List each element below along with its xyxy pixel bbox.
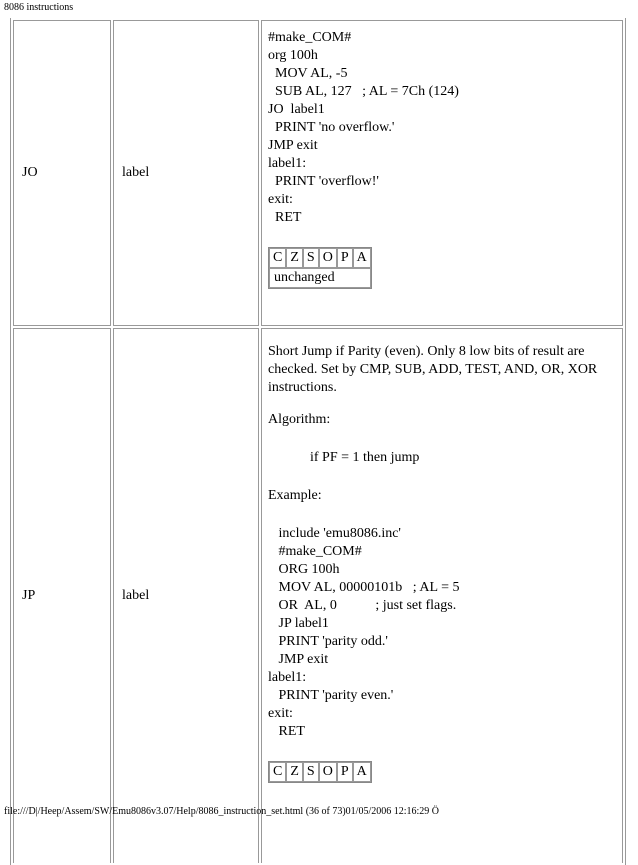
flags-table bbox=[268, 761, 372, 783]
code-line: org 100h bbox=[268, 48, 318, 63]
code-line: PRINT 'parity odd.' bbox=[268, 634, 388, 649]
flag-cell: S bbox=[303, 248, 319, 268]
flag-cell: O bbox=[319, 762, 337, 782]
code-line: #make_COM# bbox=[268, 544, 362, 559]
description-text: Short Jump if Parity (even). Only 8 low bits of result are checked. Set by CMP, SUB, ADD, TEST, AND, OR, XOR instructions. bbox=[268, 344, 598, 395]
flag-cell: P bbox=[337, 762, 353, 782]
instruction-operands: label bbox=[113, 20, 259, 326]
code-line: JMP exit bbox=[268, 652, 329, 667]
page-header: 8086 instructions bbox=[4, 2, 74, 13]
algorithm-text: if PF = 1 then jump bbox=[310, 450, 420, 465]
code-example bbox=[268, 525, 622, 741]
flag-cell: Z bbox=[286, 762, 303, 782]
table-row bbox=[13, 20, 623, 326]
code-line: PRINT 'no overflow.' bbox=[268, 120, 395, 135]
flag-cell: A bbox=[353, 762, 371, 782]
code-line: OR AL, 0 ; just set flags. bbox=[268, 598, 457, 613]
flag-cell: C bbox=[269, 762, 286, 782]
code-line: RET bbox=[268, 210, 302, 225]
code-example bbox=[268, 29, 622, 227]
instruction-name: JP bbox=[13, 328, 111, 863]
code-line: JO label1 bbox=[268, 102, 325, 117]
instruction-description bbox=[261, 20, 623, 326]
flag-cell: P bbox=[337, 248, 353, 268]
code-line: include 'emu8086.inc' bbox=[268, 526, 401, 541]
code-line: exit: bbox=[268, 192, 293, 207]
flags-value: unchanged bbox=[269, 268, 371, 288]
code-line: MOV AL, -5 bbox=[268, 66, 348, 81]
code-line: label1: bbox=[268, 156, 307, 171]
algorithm-label: Algorithm: bbox=[268, 412, 331, 427]
example-label: Example: bbox=[268, 488, 322, 503]
flag-cell: Z bbox=[286, 248, 303, 268]
code-line: label1: bbox=[268, 670, 307, 685]
flag-cell: C bbox=[269, 248, 286, 268]
code-line: MOV AL, 00000101b ; AL = 5 bbox=[268, 580, 460, 595]
flags-table bbox=[268, 247, 372, 289]
code-line: PRINT 'overflow!' bbox=[268, 174, 379, 189]
flag-cell: S bbox=[303, 762, 319, 782]
page-footer: file:///D|/Heep/Assem/SW/Emu8086v3.07/Help/8086_instruction_set.html (36 of 73)01/05/2006 12:16:29 Ö bbox=[4, 806, 440, 817]
code-line: JMP exit bbox=[268, 138, 318, 153]
flag-cell: O bbox=[319, 248, 337, 268]
flag-cell: A bbox=[353, 248, 371, 268]
instruction-name: JO bbox=[13, 20, 111, 326]
code-line: RET bbox=[268, 724, 305, 739]
code-line: SUB AL, 127 ; AL = 7Ch (124) bbox=[268, 84, 459, 99]
code-line: #make_COM# bbox=[268, 30, 352, 45]
instruction-description bbox=[261, 328, 623, 863]
instruction-operands: label bbox=[113, 328, 259, 863]
table-row bbox=[13, 328, 623, 863]
code-line: JP label1 bbox=[268, 616, 329, 631]
code-line: ORG 100h bbox=[268, 562, 340, 577]
code-line: exit: bbox=[268, 706, 293, 721]
instruction-table bbox=[10, 18, 626, 865]
code-line: PRINT 'parity even.' bbox=[268, 688, 394, 703]
